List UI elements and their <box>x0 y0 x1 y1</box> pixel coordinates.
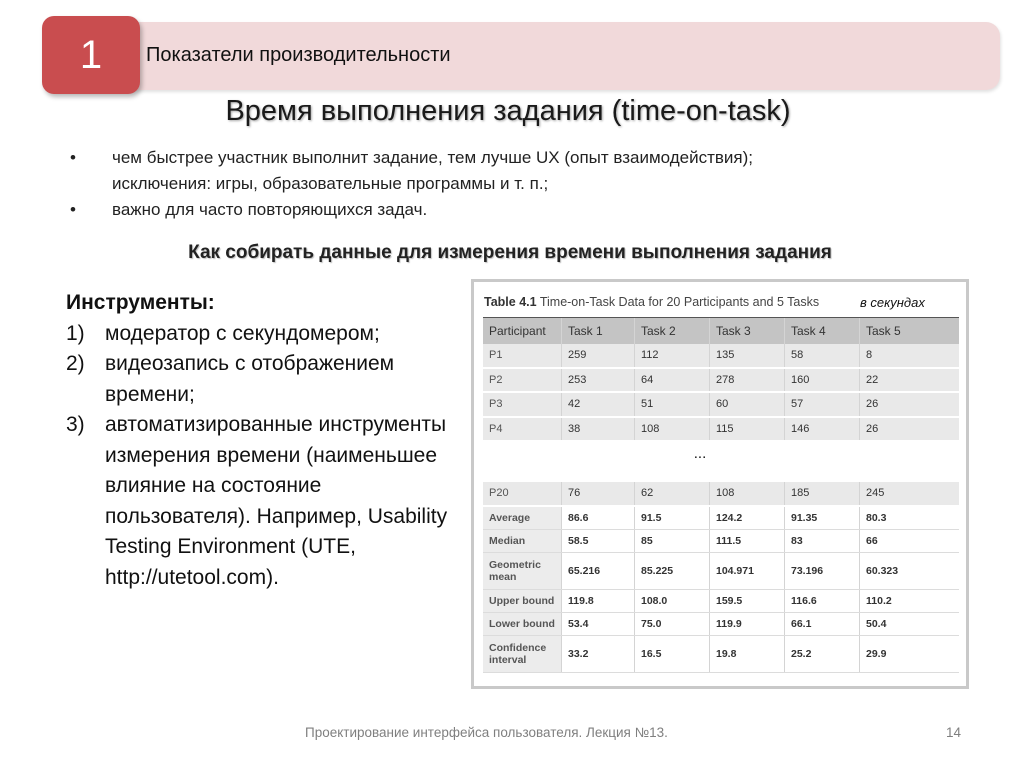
stat-cell: 85 <box>635 529 710 552</box>
table-cell: 253 <box>562 368 635 393</box>
stat-cell: 65.216 <box>562 552 635 589</box>
table-row <box>483 481 959 506</box>
participant-cell: P3 <box>483 392 562 417</box>
stat-cell: 29.9 <box>860 635 960 672</box>
stat-row <box>483 589 959 612</box>
table-header-row <box>483 318 959 344</box>
stat-cell: 66.1 <box>785 612 860 635</box>
stat-cell: 25.2 <box>785 635 860 672</box>
stat-row <box>483 529 959 552</box>
table-cell: 108 <box>710 481 785 506</box>
tool-text: модератор с секундомером; <box>105 321 380 345</box>
stat-cell: 16.5 <box>635 635 710 672</box>
bullet-text: важно для часто повторяющихся задач. <box>112 200 428 219</box>
stat-label: Average <box>483 506 562 530</box>
time-on-task-table <box>483 318 959 673</box>
tool-item <box>66 349 466 410</box>
stat-cell: 104.971 <box>710 552 785 589</box>
table-caption-label: Table 4.1 <box>484 295 537 309</box>
table-cell: 57 <box>785 392 860 417</box>
table-cell: 160 <box>785 368 860 393</box>
bullet-item <box>70 197 970 223</box>
table-cell: 58 <box>785 344 860 368</box>
stat-label: Upper bound <box>483 589 562 612</box>
stat-cell: 19.8 <box>710 635 785 672</box>
table-row <box>483 417 959 442</box>
table-cell: 245 <box>860 481 960 506</box>
table-cell: 42 <box>562 392 635 417</box>
column-header: Task 1 <box>562 318 635 344</box>
bullet-item <box>70 145 970 197</box>
stat-cell: 73.196 <box>785 552 860 589</box>
tool-text: автоматизированные инструменты измерения времени (наименьшее влияние на состояние пользователя). Например, Usability Testing Environment (UTE, http://utetool.com). <box>105 413 448 589</box>
tools-list <box>66 288 466 593</box>
stat-cell: 60.323 <box>860 552 960 589</box>
tools-title: Инструменты: <box>66 291 215 314</box>
bullet-marker: • <box>70 148 76 167</box>
tool-item <box>66 319 466 350</box>
table-cell: 135 <box>710 344 785 368</box>
table-row <box>483 392 959 417</box>
stat-cell: 83 <box>785 529 860 552</box>
table-cell: 146 <box>785 417 860 442</box>
stat-row <box>483 635 959 672</box>
table-cell: 259 <box>562 344 635 368</box>
participant-cell: P1 <box>483 344 562 368</box>
column-header: Participant <box>483 318 562 344</box>
stat-cell: 86.6 <box>562 506 635 530</box>
page-number: 14 <box>946 725 962 740</box>
stat-row <box>483 506 959 530</box>
tool-number: 2) <box>66 352 85 375</box>
table-row <box>483 368 959 393</box>
stat-cell: 75.0 <box>635 612 710 635</box>
table-cell: 26 <box>860 417 960 442</box>
stat-row <box>483 612 959 635</box>
stat-cell: 108.0 <box>635 589 710 612</box>
omitted-rows-ellipsis: ... <box>693 445 707 462</box>
tool-number: 1) <box>66 321 85 345</box>
bullet-list <box>70 145 970 223</box>
stat-label: Confidence interval <box>483 635 562 672</box>
stat-label: Lower bound <box>483 612 562 635</box>
slide-title: Время выполнения задания (time-on-task) <box>225 95 791 127</box>
stat-cell: 53.4 <box>562 612 635 635</box>
table-cell: 62 <box>635 481 710 506</box>
section-title: Показатели производительности <box>146 44 451 66</box>
stat-cell: 80.3 <box>860 506 960 530</box>
table-cell: 76 <box>562 481 635 506</box>
data-table-image <box>471 279 969 689</box>
stat-cell: 33.2 <box>562 635 635 672</box>
table-cell: 185 <box>785 481 860 506</box>
tool-item <box>66 410 466 593</box>
table-cell: 51 <box>635 392 710 417</box>
bullet-marker: • <box>70 200 76 219</box>
stat-cell: 58.5 <box>562 529 635 552</box>
tool-number: 3) <box>66 413 85 436</box>
table-cell: 112 <box>635 344 710 368</box>
participant-cell: P2 <box>483 368 562 393</box>
column-header: Task 3 <box>710 318 785 344</box>
stat-cell: 119.8 <box>562 589 635 612</box>
tool-text: видеозапись с отображением времени; <box>105 352 395 406</box>
column-header: Task 2 <box>635 318 710 344</box>
participant-cell: P4 <box>483 417 562 442</box>
stat-row <box>483 552 959 589</box>
table-caption-text: Time-on-Task Data for 20 Participants and 5 Tasks <box>539 295 820 309</box>
bullet-text: исключения: игры, образовательные программы и т. п.; <box>112 174 549 193</box>
table-cell: 60 <box>710 392 785 417</box>
table-cell: 26 <box>860 392 960 417</box>
stat-cell: 85.225 <box>635 552 710 589</box>
table-cell: 38 <box>562 417 635 442</box>
table-cell: 22 <box>860 368 960 393</box>
slide-number-badge: 1 <box>42 16 140 94</box>
stat-cell: 66 <box>860 529 960 552</box>
stat-cell: 111.5 <box>710 529 785 552</box>
subheading: Как собирать данные для измерения времени выполнения задания <box>188 242 832 263</box>
stat-cell: 124.2 <box>710 506 785 530</box>
stat-cell: 116.6 <box>785 589 860 612</box>
table-cell: 278 <box>710 368 785 393</box>
stat-cell: 50.4 <box>860 612 960 635</box>
stat-cell: 159.5 <box>710 589 785 612</box>
table-cell: 8 <box>860 344 960 368</box>
column-header: Task 5 <box>860 318 960 344</box>
stat-cell: 119.9 <box>710 612 785 635</box>
table-cell: 115 <box>710 417 785 442</box>
stat-label: Geometric mean <box>483 552 562 589</box>
table-cell: 64 <box>635 368 710 393</box>
stat-cell: 91.5 <box>635 506 710 530</box>
column-header: Task 4 <box>785 318 860 344</box>
stat-cell: 110.2 <box>860 589 960 612</box>
bullet-text: чем быстрее участник выполнит задание, тем лучше UX (опыт взаимодействия); <box>112 148 754 167</box>
footer-text: Проектирование интерфейса пользователя. Лекция №13. <box>305 725 668 740</box>
table-row <box>483 344 959 368</box>
stat-label: Median <box>483 529 562 552</box>
participant-cell: P20 <box>483 481 562 506</box>
units-note: в секундах <box>860 295 925 310</box>
stat-cell: 91.35 <box>785 506 860 530</box>
table-cell: 108 <box>635 417 710 442</box>
table-caption <box>484 295 819 309</box>
